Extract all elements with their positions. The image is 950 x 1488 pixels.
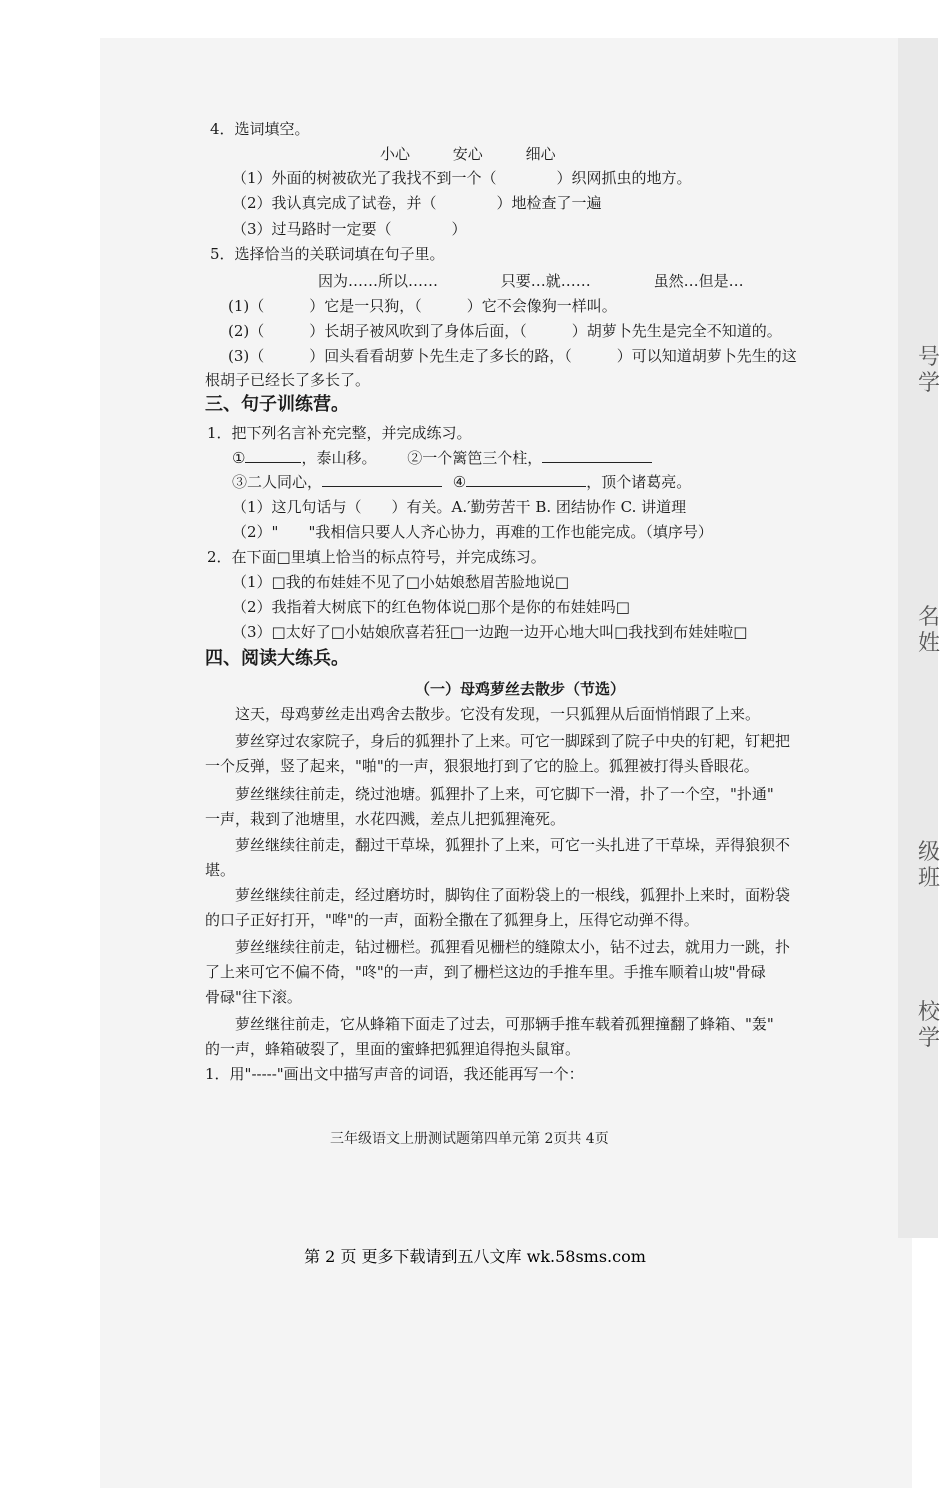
passage-line: 萝丝继续往前走，翻过干草垛，狐狸扑了上来，可它一头扎进了干草垛，弄得狼狈不 [205, 836, 791, 854]
s3-q2-item-2: （2）我指着大树底下的红色物体说□那个是你的布娃娃吗□ [232, 598, 630, 616]
word-option: 安心 [452, 145, 483, 163]
passage-line: 骨碌"往下滚。 [205, 988, 302, 1006]
q5-item-1: (1)（ ）它是一只狗，（ ）它不会像狗一样叫。 [228, 297, 617, 315]
section3-heading: 三、句子训练营。 [205, 394, 349, 415]
passage-line: 这天，母鸡萝丝走出鸡舍去散步。它没有发现，一只狐狸从后面悄悄跟了上来。 [205, 705, 761, 723]
passage-line: 的一声，蜂箱破裂了，里面的蜜蜂把狐狸追得抱头鼠窜。 [205, 1040, 581, 1058]
s3-q2-item-3: （3）□太好了□小姑娘欣喜若狂□一边跑一边开心地大叫□我找到布娃娃啦□ [232, 623, 748, 641]
passage-line: 萝丝继续往前走，经过磨坊时，脚钩住了面粉袋上的一根线，狐狸扑上来时，面粉袋 [205, 886, 791, 904]
conjunction-option: 只要…就…… [500, 272, 591, 290]
passage-line: 了上来可它不偏不倚，"咚"的一声，到了栅栏这边的手推车里。手推车顺着山坡"骨碌 [205, 963, 766, 981]
blank-quote-2[interactable] [542, 448, 652, 463]
passage-title: （一）母鸡萝丝去散步（节选） [415, 680, 626, 698]
s3-q2-title: 2．在下面□里填上恰当的标点符号，并完成练习。 [207, 548, 546, 566]
s3-q1-sub1: （1）这几句话与（ ）有关。A.′勤劳苦干 B. 团结协作 C. 讲道理 [232, 498, 687, 516]
q5-item-3: (3)（ ）回头看看胡萝卜先生走了多长的路，（ ）可以知道胡萝卜先生的这 [228, 347, 797, 365]
s3-q1-row2 [232, 471, 691, 493]
side-label-id: 号学 [917, 345, 940, 396]
blank-quote-1[interactable] [245, 448, 301, 463]
passage-line: 萝丝继续往前走，钻过栅栏。孤狸看见栅栏的缝隙太小，钻不过去，就用力一跳，扑 [205, 938, 791, 956]
passage-line: 一个反弹，竖了起来，"啪"的一声，狠狠地打到了它的脸上。狐狸被打得头昏眼花。 [205, 757, 759, 775]
s3-q1-title: 1．把下列名言补充完整，并完成练习。 [207, 424, 472, 442]
passage-line: 萝丝继往前走，它从蜂箱下面走了过去，可那辆手推车载着孤狸撞翻了蜂箱、"轰" [205, 1015, 774, 1033]
q5-item-2: (2)（ ）长胡子被风吹到了身体后面，（ ）胡萝卜先生是完全不知道的。 [228, 322, 782, 340]
section4-heading: 四、阅读大练兵。 [205, 648, 349, 669]
q5-title: 5．选择恰当的关联词填在句子里。 [210, 245, 445, 263]
word-option: 小心 [380, 145, 411, 163]
page-footer: 三年级语文上册测试题第四单元第 2页共 4页 [330, 1131, 609, 1147]
q4-title: 4．选词填空。 [210, 120, 310, 138]
passage-line: 一声，栽到了池塘里，水花四溅，差点儿把狐狸淹死。 [205, 810, 566, 828]
quote-3-text: ③二人同心， [232, 473, 323, 491]
download-note: 第 2 页 更多下载请到五八文库 wk.58sms.com [304, 1247, 646, 1266]
passage-line: 的口子正好打开，"哗"的一声，面粉全撒在了狐狸身上，压得它动弹不得。 [205, 911, 699, 929]
quote-2-text: ②一个篱笆三个柱， [407, 449, 543, 467]
side-label-school: 校学 [917, 1000, 940, 1051]
blank-quote-4[interactable] [466, 472, 586, 487]
blank-quote-3[interactable] [322, 472, 442, 487]
q5-options [318, 270, 744, 292]
passage-line: 萝丝继续往前走，绕过池塘。狐狸扑了上来，可它脚下一滑，扑了一个空，"扑通" [205, 785, 774, 803]
q4-item-3: （3）过马路时一定要（ ） [232, 220, 467, 238]
quote-4-num: ④ [452, 473, 467, 491]
conjunction-option: 因为……所以…… [318, 272, 439, 290]
quote-4-text: ，顶个诸葛亮。 [586, 473, 692, 491]
quote-1-text: ，泰山移。 [301, 449, 377, 467]
passage-line: 萝丝穿过农家院子，身后的狐狸扑了上来。可它一脚踩到了院子中央的钉耙，钉耙把 [205, 732, 791, 750]
side-label-name: 名姓 [917, 605, 940, 656]
passage-line: 堪。 [205, 861, 236, 879]
q4-item-2: （2）我认真完成了试卷，并（ ）地检查了一遍 [232, 194, 602, 212]
reading-question-1: 1．用"-----"画出文中描写声音的词语，我还能再写一个： [205, 1065, 584, 1083]
q4-word-bank [380, 143, 556, 165]
s3-q1-row1 [232, 447, 652, 469]
quote-1-num: ① [232, 449, 246, 467]
q5-item-3-cont: 根胡子已经长了多长了。 [205, 371, 371, 389]
q4-item-1: （1）外面的树被砍光了我找不到一个（ ）织网抓虫的地方。 [232, 169, 692, 187]
conjunction-option: 虽然…但是… [653, 272, 744, 290]
side-label-class: 级班 [917, 840, 940, 891]
s3-q2-item-1: （1）□我的布娃娃不见了□小姑娘愁眉苦脸地说□ [232, 573, 570, 591]
word-option: 细心 [525, 145, 556, 163]
s3-q1-sub2: （2）" "我相信只要人人齐心协力，再难的工作也能完成。（填序号） [232, 523, 713, 541]
